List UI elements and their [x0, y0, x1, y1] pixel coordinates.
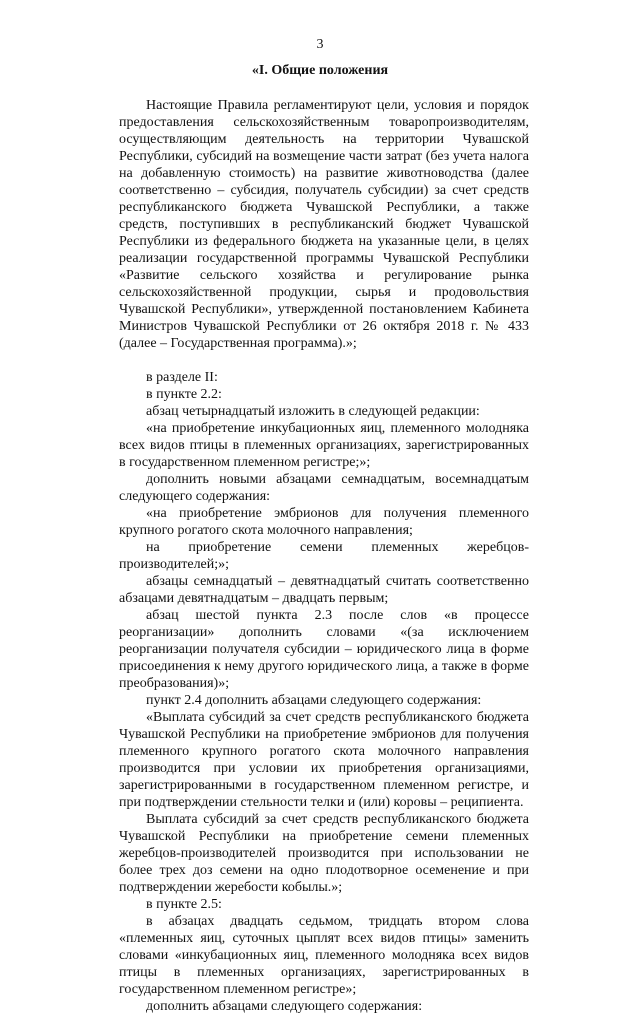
paragraph: абзац шестой пункта 2.3 после слов «в процессе реорганизации» дополнить словами «(за исключением реорганизации получателя субсидии – юридического лица в форме присоединения к нему другого юридического лица, а также в форме преобразования)»; [119, 608, 529, 691]
document-body [119, 97, 529, 1015]
paragraph: Выплата субсидий за счет средств республиканского бюджета Чувашской Республики на приобретение семени племенных жеребцов-производителей производится при использовании не более трех доз семени на одно плодотворное осеменение и при подтверждении жеребости кобылы.»; [119, 812, 529, 895]
paragraph: пункт 2.4 дополнить абзацами следующего содержания: [146, 693, 482, 708]
paragraph: в пункте 2.5: [146, 897, 222, 912]
paragraph-gap [119, 352, 529, 369]
paragraph: в пункте 2.2: [146, 387, 222, 402]
paragraph: на приобретение семени племенных жеребцов-производителей;»; [119, 540, 529, 572]
paragraph: в разделе II: [146, 370, 218, 385]
paragraph: в абзацах двадцать седьмом, тридцать втором слова «племенных яиц, суточных цыплят всех видов птицы» заменить словами «инкубационных яиц, племенного молодняка всех видов птицы в племенных организациях, зарегистрированных в государственном племенном регистре»; [119, 914, 529, 997]
paragraph: «на приобретение эмбрионов для получения племенного крупного рогатого скота молочного направления; [119, 506, 529, 538]
paragraph-intro: Настоящие Правила регламентируют цели, условия и порядок предоставления сельскохозяйственным товаропроизводителям, осуществляющим деятельность на территории Чувашской Республики, субсидий на возмещение части затрат (без учета налога на добавленную стоимость) на развитие животноводства (далее соответственно – субсидия, получатель субсидии) за счет средств республиканского бюджета Чувашской Республики, а также средств, поступивших в республиканский бюджет Чувашской Республики из федерального бюджета на указанные цели, в целях реализации государственной программы Чувашской Республики «Развитие сельского хозяйства и регулирование рынка сельскохозяйственной продукции, сырья и продовольствия Чувашской Республики», утвержденной постановлением Кабинета Министров Чувашской Республики от 26 октября 2018 г. № 433 (далее – Государственная программа).»; [119, 98, 529, 351]
page-number: 3 [316, 37, 324, 52]
paragraph: абзац четырнадцатый изложить в следующей редакции: [146, 404, 480, 419]
paragraph: дополнить абзацами следующего содержания: [146, 999, 423, 1014]
paragraph: «Выплата субсидий за счет средств республиканского бюджета Чувашской Республики на приобретение эмбрионов для получения племенного крупного рогатого скота молочного направления производится при условии их приобретения организациями, зарегистрированными в государственном племенном регистре, и при подтверждении стельности телки и (или) коровы – реципиента. [119, 710, 529, 810]
paragraph: «на приобретение инкубационных яиц, племенного молодняка всех видов птицы в племенных организациях, зарегистрированных в государственном племенном регистре;»; [119, 421, 529, 470]
section-heading: «I. Общие положения [251, 63, 389, 78]
paragraph: абзацы семнадцатый – девятнадцатый считать соответственно абзацами девятнадцатым – двадцать первым; [119, 574, 529, 606]
paragraph: дополнить новыми абзацами семнадцатым, восемнадцатым следующего содержания: [119, 472, 529, 504]
